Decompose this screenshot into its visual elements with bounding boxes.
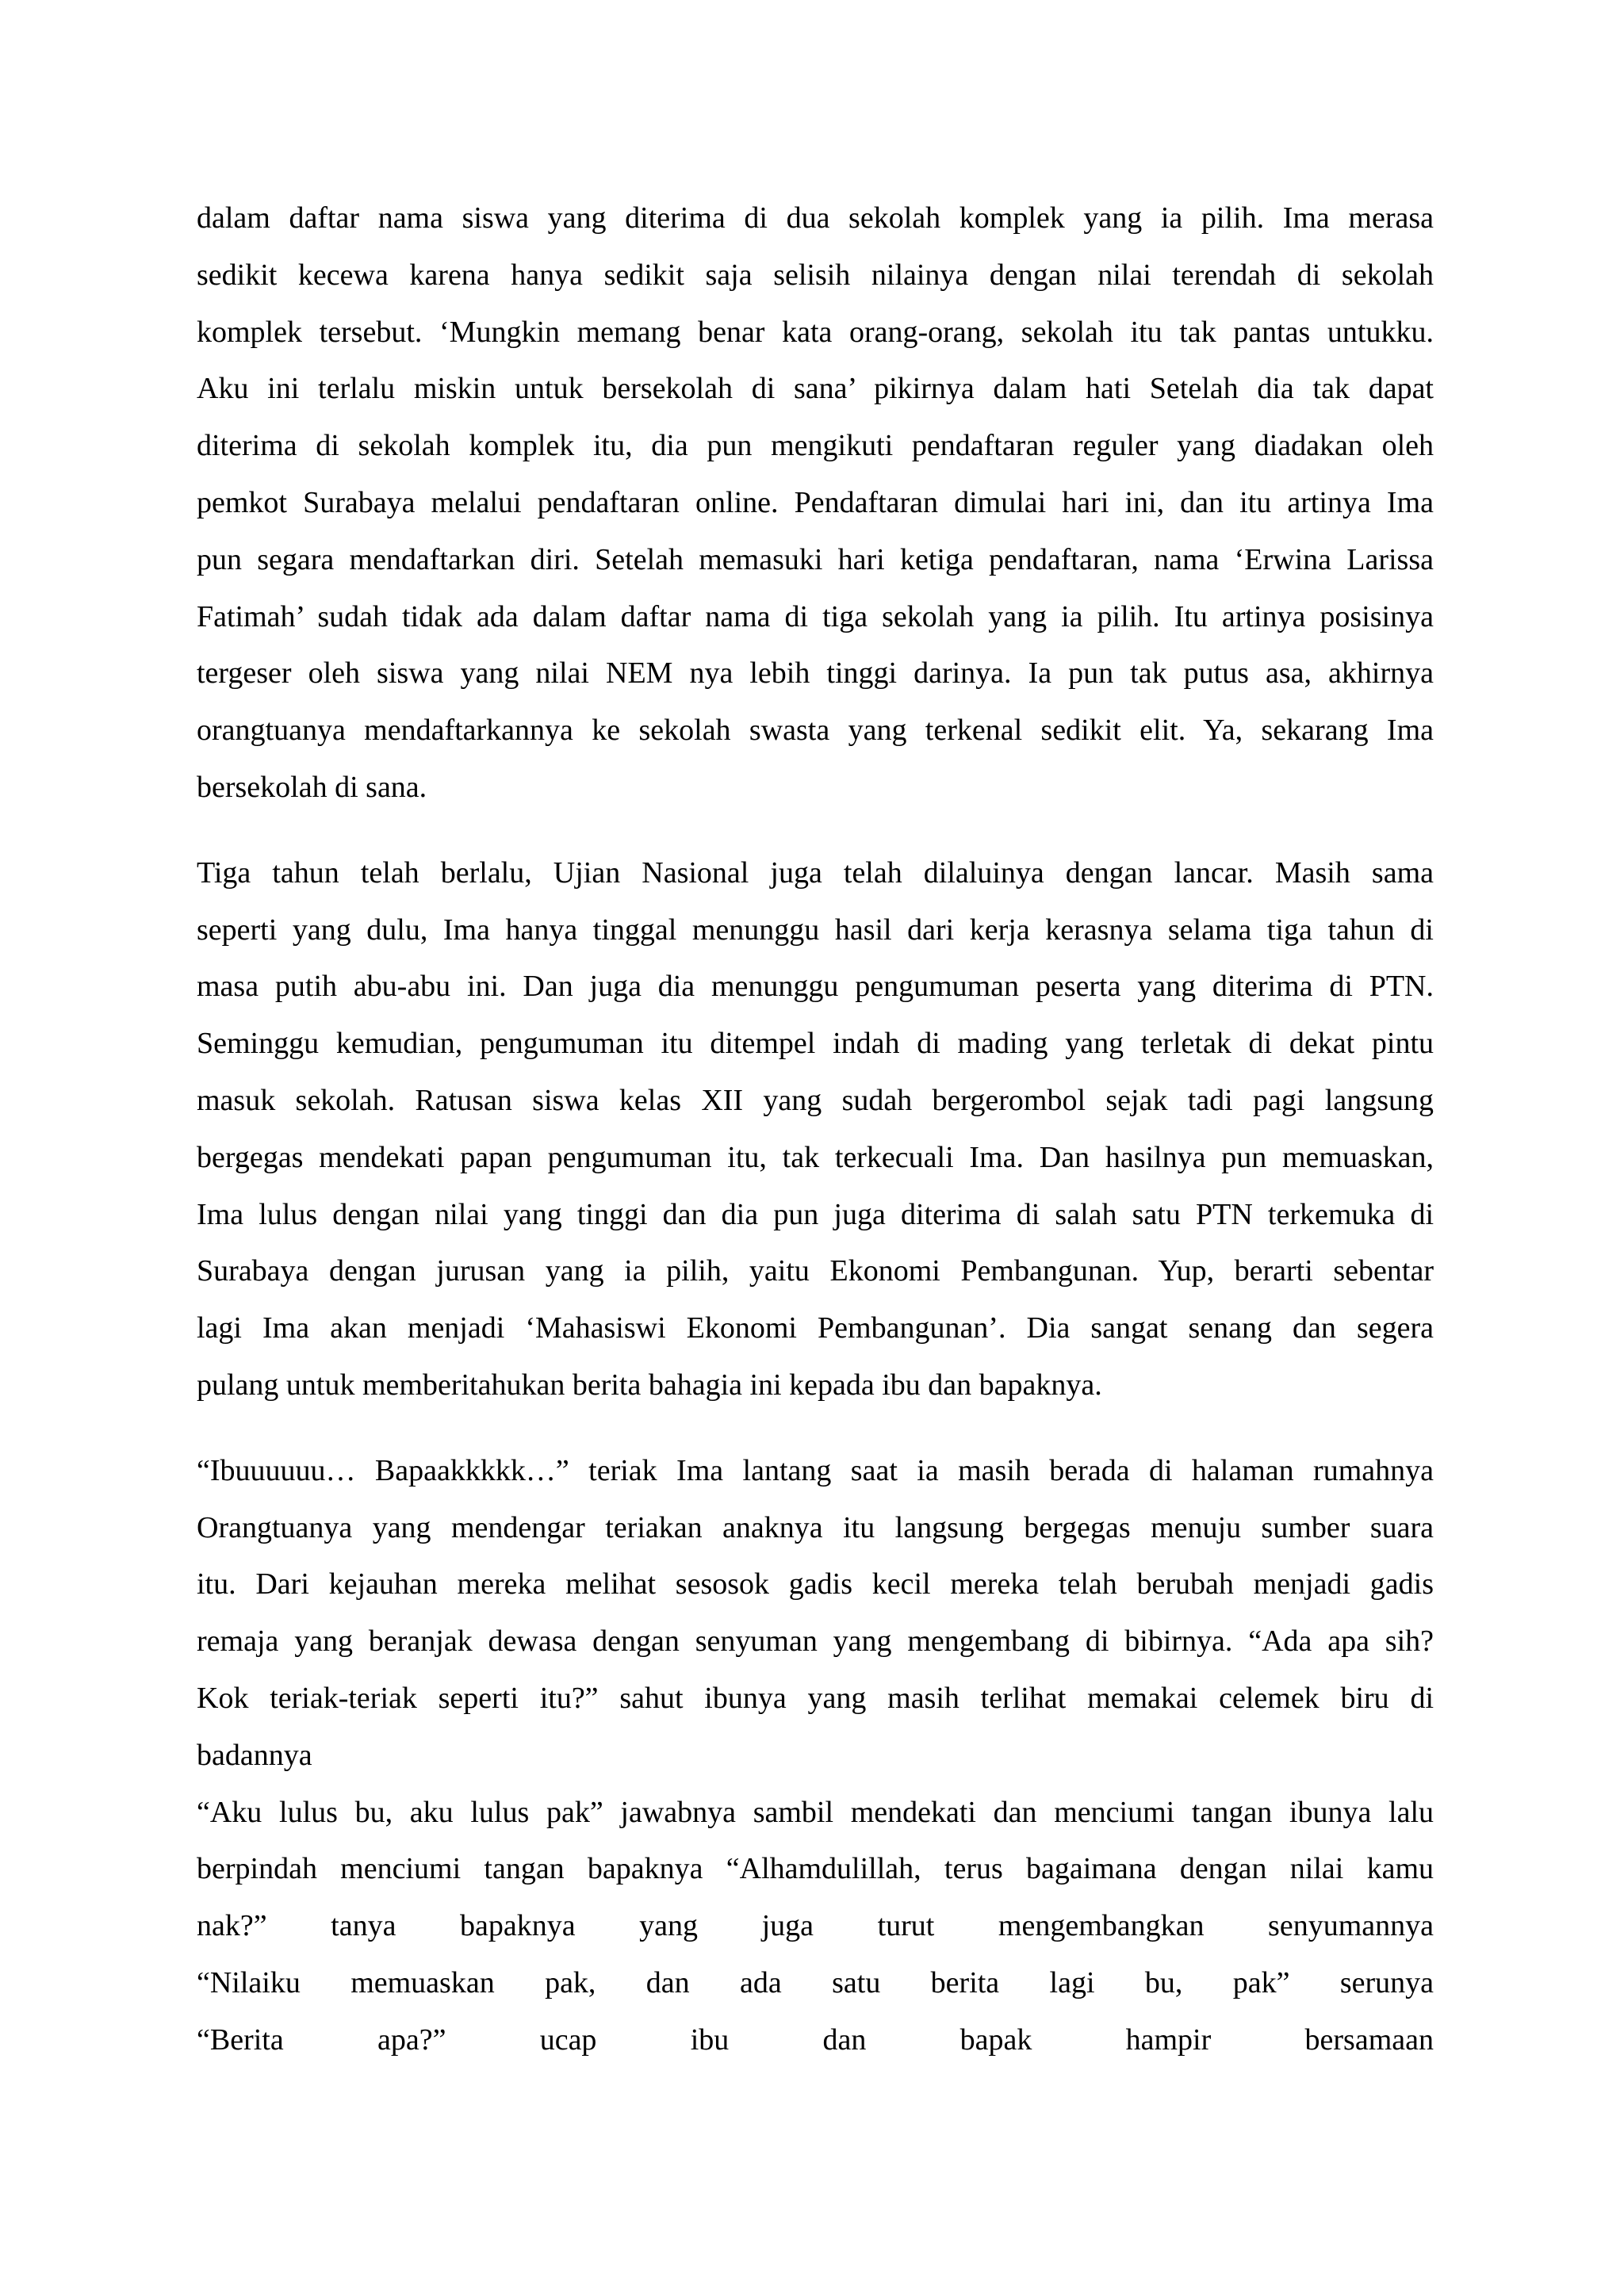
paragraph-line: Aku ini terlalu miskin untuk bersekolah di sana’ pikirnya dalam hati Setelah dia tak dapat [197, 372, 1434, 406]
paragraph-line: Fatimah’ sudah tidak ada dalam daftar nama di tiga sekolah yang ia pilih. Itu artinya posisinya [197, 599, 1434, 633]
paragraph-line: komplek tersebut. ‘Mungkin memang benar kata orang-orang, sekolah itu tak pantas untukku. [197, 315, 1434, 349]
paragraph-3 [197, 1443, 1434, 2069]
paragraph-line: bergegas mendekati papan pengumuman itu, tak terkecuali Ima. Dan hasilnya pun memuaskan, [197, 1140, 1434, 1174]
paragraph-line: sedikit kecewa karena hanya sedikit saja selisih nilainya dengan nilai terendah di sekolah [197, 258, 1434, 292]
document-body [197, 190, 1434, 2069]
paragraph-line: lagi Ima akan menjadi ‘Mahasiswi Ekonomi Pembangunan’. Dia sangat senang dan segera [197, 1311, 1434, 1345]
paragraph-line: remaja yang beranjak dewasa dengan senyuman yang mengembang di bibirnya. “Ada apa sih? [197, 1624, 1434, 1659]
paragraph-line: Kok teriak-teriak seperti itu?” sahut ibunya yang masih terlihat memakai celemek biru di [197, 1681, 1434, 1715]
paragraph-line: masa putih abu-abu ini. Dan juga dia menunggu pengumuman peserta yang diterima di PTN. [197, 970, 1434, 1004]
paragraph-line: pulang untuk memberitahukan berita bahagia ini kepada ibu dan bapaknya. [197, 1368, 1102, 1402]
paragraph-line: pun segara mendaftarkan diri. Setelah memasuki hari ketiga pendaftaran, nama ‘Erwina Larissa [197, 542, 1434, 576]
paragraph-line: Orangtuanya yang mendengar teriakan anaknya itu langsung bergegas menuju sumber suara [197, 1510, 1434, 1544]
paragraph-1 [197, 190, 1434, 817]
paragraph-line: badannya [197, 1738, 312, 1772]
paragraph-line: seperti yang dulu, Ima hanya tinggal menunggu hasil dari kerja kerasnya selama tiga tahun di [197, 913, 1434, 947]
paragraph-line: “Aku lulus bu, aku lulus pak” jawabnya sambil mendekati dan menciumi tangan ibunya lalu [197, 1795, 1434, 1829]
paragraph-spacer [197, 1414, 1434, 1443]
paragraph-line: Ima lulus dengan nilai yang tinggi dan dia pun juga diterima di salah satu PTN terkemuka di [197, 1197, 1434, 1231]
paragraph-line: bersekolah di sana. [197, 770, 427, 804]
paragraph-line: pemkot Surabaya melalui pendaftaran online. Pendaftaran dimulai hari ini, dan itu artinya Ima [197, 485, 1434, 519]
paragraph-line: “Nilaiku memuaskan pak, dan ada satu berita lagi bu, pak” serunya [197, 1965, 1434, 1999]
paragraph-line: berpindah menciumi tangan bapaknya “Alhamdulillah, terus bagaimana dengan nilai kamu [197, 1852, 1434, 1886]
paragraph-line: dalam daftar nama siswa yang diterima di dua sekolah komplek yang ia pilih. Ima merasa [197, 201, 1434, 235]
paragraph-line: nak?” tanya bapaknya yang juga turut mengembangkan senyumannya [197, 1909, 1434, 1943]
paragraph-line: Tiga tahun telah berlalu, Ujian Nasional juga telah dilaluinya dengan lancar. Masih sama [197, 855, 1434, 890]
paragraph-spacer [197, 817, 1434, 845]
paragraph-line: Surabaya dengan jurusan yang ia pilih, yaitu Ekonomi Pembangunan. Yup, berarti sebentar [197, 1254, 1434, 1288]
paragraph-line: Seminggu kemudian, pengumuman itu ditempel indah di mading yang terletak di dekat pintu [197, 1027, 1434, 1061]
paragraph-line: “Berita apa?” ucap ibu dan bapak hampir bersamaan [197, 2022, 1434, 2057]
paragraph-line: masuk sekolah. Ratusan siswa kelas XII yang sudah bergerombol sejak tadi pagi langsung [197, 1083, 1434, 1117]
paragraph-2 [197, 845, 1434, 1414]
paragraph-line: itu. Dari kejauhan mereka melihat sesosok gadis kecil mereka telah berubah menjadi gadis [197, 1567, 1434, 1601]
paragraph-line: orangtuanya mendaftarkannya ke sekolah swasta yang terkenal sedikit elit. Ya, sekarang Ima [197, 714, 1434, 748]
paragraph-line: “Ibuuuuuu… Bapaakkkkk…” teriak Ima lantang saat ia masih berada di halaman rumahnya [197, 1453, 1434, 1487]
paragraph-line: diterima di sekolah komplek itu, dia pun mengikuti pendaftaran reguler yang diadakan oleh [197, 429, 1434, 463]
paragraph-line: tergeser oleh siswa yang nilai NEM nya lebih tinggi darinya. Ia pun tak putus asa, akhirnya [197, 656, 1434, 691]
